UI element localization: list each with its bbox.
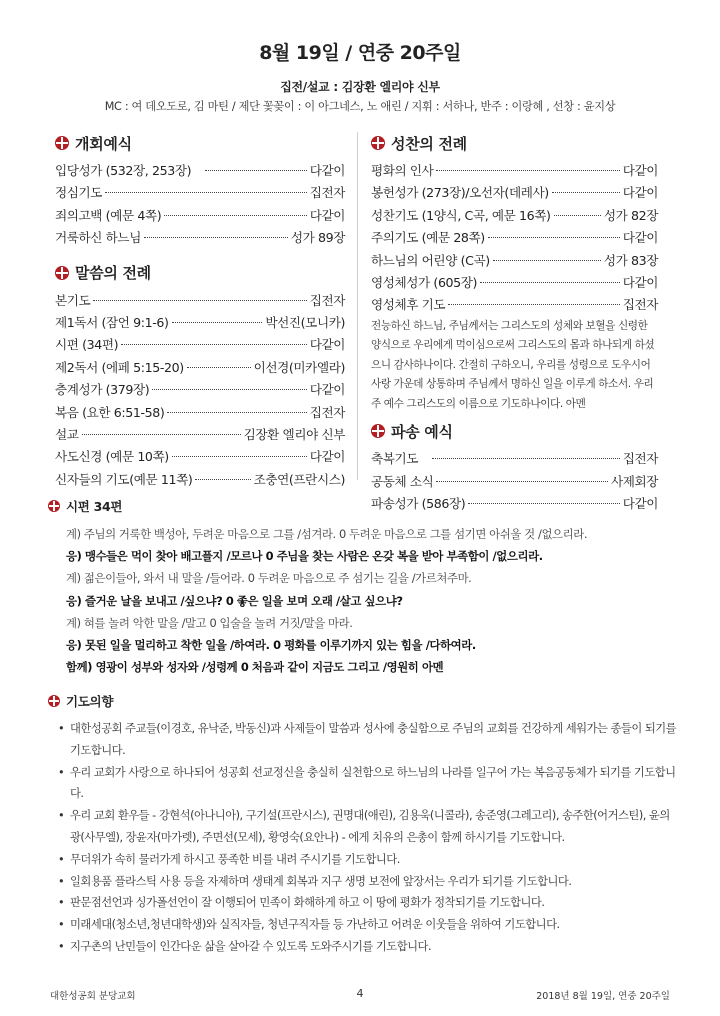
intentions-list <box>48 718 678 958</box>
leader-dots <box>195 479 250 480</box>
psalm-lines <box>48 523 668 678</box>
order-item-value: 다같이 <box>309 207 345 223</box>
order-item-name: 설교 <box>55 426 79 442</box>
section-title: 기도의향 <box>66 694 114 709</box>
order-item <box>55 424 345 446</box>
order-item <box>371 250 658 272</box>
intention-item: • 판문점선언과 싱가폴선언이 잘 이행되어 민족이 화해하게 하고 이 땅에 평화가 정착되기를 기도합니다. <box>48 892 678 914</box>
section-title: 파송 예식 <box>391 422 453 441</box>
section-header-intentions <box>48 690 678 712</box>
order-item-value: 다같이 <box>622 274 658 290</box>
roles-line: MC : 여 데오도로, 김 마틴 / 제단 꽃꽂이 : 이 아그네스, 노 애린 / 지휘 : 서하나, 반주 : 이랑혜 , 선창 : 윤지상 <box>104 100 616 113</box>
order-item <box>55 334 345 356</box>
leader-dots <box>554 215 601 216</box>
order-item <box>371 471 658 493</box>
order-item-name: 평화의 인사 <box>371 163 434 178</box>
psalm-section <box>48 495 668 678</box>
leader-dots <box>448 304 620 305</box>
order-item-value: 집전자 <box>309 292 345 308</box>
order-item-name: 축복기도 <box>371 451 419 467</box>
leader-dots <box>432 458 620 459</box>
leader-dots <box>480 282 620 283</box>
order-item-name: 제2독서 (에페 5:15-20) <box>55 359 184 375</box>
order-item <box>55 357 345 379</box>
psalm-line: 계) 주님의 거룩한 백성아, 두려운 마음으로 그를 /섬겨라. 0 두려운 마음으로 그를 섬기면 아쉬울 것 /없으리라. <box>66 527 588 541</box>
order-item <box>371 272 658 294</box>
section-header-dismissal <box>371 420 658 442</box>
order-item-value: 집전자 <box>309 404 345 420</box>
section-title: 말씀의 전례 <box>75 264 151 283</box>
psalm-line: 함께) 영광이 성부와 성자와 /성령께 0 처음과 같이 지금도 그리고 /영원히 아멘 <box>66 660 444 675</box>
order-item-value: 다같이 <box>309 163 345 178</box>
cross-icon <box>48 500 60 512</box>
leader-dots <box>172 456 307 457</box>
order-item-name: 주의기도 (예문 28쪽) <box>371 230 485 246</box>
officiant-line: 집전/설교 : 김장환 엘리야 신부 <box>280 80 440 94</box>
order-item-name: 봉헌성가 (273장)/오선자(데레사) <box>371 185 549 201</box>
order-list-eucharist <box>371 160 658 317</box>
leader-dots <box>167 412 306 413</box>
footer-date: 2018년 8월 19일, 연중 20주일 <box>536 991 670 1002</box>
order-item <box>371 227 658 249</box>
order-item-name: 영성체후 기도 <box>371 297 446 313</box>
order-item-value: 박선진(모니카) <box>265 314 345 330</box>
section-header-psalm <box>48 495 668 517</box>
order-list-word <box>55 290 345 492</box>
order-item <box>371 160 658 182</box>
leader-dots <box>152 389 306 390</box>
order-item-name: 정심기도 <box>55 185 103 201</box>
intention-item: • 무더위가 속히 물러가게 하시고 풍족한 비를 내려 주시기를 기도합니다. <box>48 849 678 871</box>
order-item-value: 사제회장 <box>610 473 658 489</box>
leader-dots <box>172 322 263 323</box>
cross-icon <box>55 266 69 280</box>
order-item <box>55 446 345 468</box>
cross-icon <box>48 695 60 707</box>
order-item-name: 복음 (요한 6:51-58) <box>55 404 165 420</box>
order-item-name: 본기도 <box>55 292 91 308</box>
order-item-value: 집전자 <box>622 451 658 467</box>
psalm-line: 계) 혀를 놀려 악한 말을 /말고 0 입술을 놀려 거짓/말을 마라. <box>66 615 353 630</box>
order-item-name: 제1독서 (잠언 9:1-6) <box>55 314 169 330</box>
cross-icon <box>55 136 69 150</box>
leader-dots <box>93 300 306 301</box>
order-item-value: 조충연(프란시스) <box>253 471 345 487</box>
section-header-eucharist <box>371 132 658 154</box>
order-item-value: 다같이 <box>309 337 345 353</box>
leader-dots <box>144 237 288 238</box>
right-column <box>371 132 658 515</box>
order-item <box>55 469 345 491</box>
intention-item: • 미래세대(청소년,청년대학생)와 실직자들, 청년구직자들 등 가난하고 어려운 이웃들을 위하여 기도합니다. <box>48 914 678 936</box>
intention-item: • 우리 교회가 사랑으로 하나되어 성공회 선교정신을 충실히 실천함으로 하느님의 나라를 일구어 가는 복음공동체가 되기를 기도합니다. <box>48 762 678 806</box>
intention-item: • 우리 교회 환우들 - 강현석(아나니아), 구기설(프란시스), 권명대(애린), 김용욱(니콜라), 송준영(그레고리), 송주한(어거스틴), 윤의광(사무엘), 장윤자(마가렛), 주면선(모세), 황영숙(요안나) - 에게 치유의 은총이 함께 하시기를 기도합니다. <box>48 805 678 849</box>
leader-dots <box>205 170 307 171</box>
order-item-name: 하느님의 어린양 (C곡) <box>371 252 490 268</box>
order-item-name: 층계성가 (379장) <box>55 382 150 398</box>
order-item-value: 성가 82장 <box>603 207 658 223</box>
order-item <box>55 160 345 182</box>
psalm-line: 응) 즐거운 날을 보내고 /싶으냐? 0 좋은 일을 보며 오래 /살고 싶으냐? <box>66 593 403 608</box>
order-item-value: 집전자 <box>309 185 345 201</box>
intention-item: • 대한성공회 주교들(이경호, 유낙준, 박동신)과 사제들이 말씀과 성사에 충실함으로 주님의 교회를 건강하게 세워가는 종들이 되기를 기도합니다. <box>48 718 678 762</box>
psalm-line: 응) 못된 일을 멀리하고 착한 일을 /하여라. 0 평화를 이루기까지 있는 힘을 /다하여라. <box>66 637 476 652</box>
footer-church-name: 대한성공회 분당교회 <box>50 991 136 1002</box>
leader-dots <box>164 215 306 216</box>
order-list-opening <box>55 160 345 250</box>
order-item-value: 이선경(미카엘라) <box>253 359 345 375</box>
leader-dots <box>105 192 307 193</box>
psalm-line: 계) 젊은이들아, 와서 내 말을 /들어라. 0 두려운 마음으로 주 섬기는 길을 /가르쳐주마. <box>66 571 472 586</box>
leader-dots <box>436 170 619 171</box>
leader-dots <box>552 192 620 193</box>
order-item-value: 다같이 <box>622 185 658 201</box>
order-item-name: 거룩하신 하느님 <box>55 230 141 246</box>
leader-dots <box>436 481 608 482</box>
order-item-value: 성가 89장 <box>290 230 345 246</box>
order-item <box>55 379 345 401</box>
cross-icon <box>371 424 385 438</box>
section-header-opening <box>55 132 345 154</box>
section-title: 시편 34편 <box>66 499 123 514</box>
order-item-name: 파송성가 (586장) <box>371 496 466 512</box>
order-item-value: 다같이 <box>309 382 345 398</box>
order-item-name: 죄의고백 (예문 4쪽) <box>55 207 162 223</box>
order-item <box>371 182 658 204</box>
order-item-name: 입당성가 (532장, 253장) <box>55 163 192 178</box>
leader-dots <box>82 434 241 435</box>
order-item-value: 집전자 <box>622 297 658 313</box>
order-item-value: 다같이 <box>309 449 345 465</box>
order-item-name: 성찬기도 (1양식, C곡, 예문 16쪽) <box>371 207 551 223</box>
intentions-section <box>48 690 678 958</box>
order-item-name: 시편 (34편) <box>55 337 119 353</box>
order-item <box>371 294 658 316</box>
order-item-name: 사도신경 (예문 10쪽) <box>55 449 169 465</box>
order-item-name: 신자들의 기도(예문 11쪽) <box>55 471 193 487</box>
order-item <box>55 290 345 312</box>
order-item <box>55 312 345 334</box>
order-item <box>371 205 658 227</box>
intention-item: • 지구촌의 난민들이 인간다운 삶을 살아갈 수 있도록 도와주시기를 기도합니다. <box>48 936 678 958</box>
cross-icon <box>371 136 385 150</box>
section-title: 성찬의 전례 <box>391 134 467 153</box>
leader-dots <box>187 367 251 368</box>
order-item <box>371 448 658 470</box>
left-column <box>55 132 345 491</box>
post-communion-prayer: 전능하신 하느님, 주님께서는 그리스도의 성체와 보혈을 신령한 양식으로 우리에게 먹이심으로써 그리스도의 몸과 하나되게 하셨으니 감사하나이다. 간절히 구하오니, 우리를 성령으로 도우시어 사랑 가운데 상통하며 주님께서 명하신 일을 이루게 하소서. 우리주 예수 그리스도의 이름으로 기도하나이다. 아멘 <box>371 319 655 410</box>
leader-dots <box>121 344 307 345</box>
column-divider <box>357 132 358 480</box>
psalm-line: 응) 맹수들은 먹이 찾아 배고플지 /모르나 0 주님을 찾는 사람은 온갖 복을 받아 부족함이 /없으리라. <box>66 549 543 564</box>
page-title: 8월 19일 / 연중 20주일 <box>259 42 461 64</box>
section-header-word <box>55 262 345 284</box>
section-title: 개회예식 <box>75 134 132 153</box>
order-item-value: 다같이 <box>622 163 658 178</box>
order-item-value: 성가 83장 <box>603 252 658 268</box>
order-item <box>55 182 345 204</box>
order-item-value: 김장환 엘리야 신부 <box>243 426 345 442</box>
order-item <box>55 205 345 227</box>
intention-item: • 일회용품 플라스틱 사용 등을 자제하며 생태계 회복과 지구 생명 보전에 앞장서는 우리가 되기를 기도합니다. <box>48 871 678 893</box>
leader-dots <box>493 260 601 261</box>
order-item-value: 다같이 <box>622 496 658 512</box>
order-item <box>55 227 345 249</box>
order-item-name: 영성체성가 (605장) <box>371 274 478 290</box>
leader-dots <box>488 237 620 238</box>
page-number: 4 <box>356 987 364 1000</box>
order-item-value: 다같이 <box>622 230 658 246</box>
order-item-name: 공동체 소식 <box>371 473 434 489</box>
order-item <box>55 402 345 424</box>
